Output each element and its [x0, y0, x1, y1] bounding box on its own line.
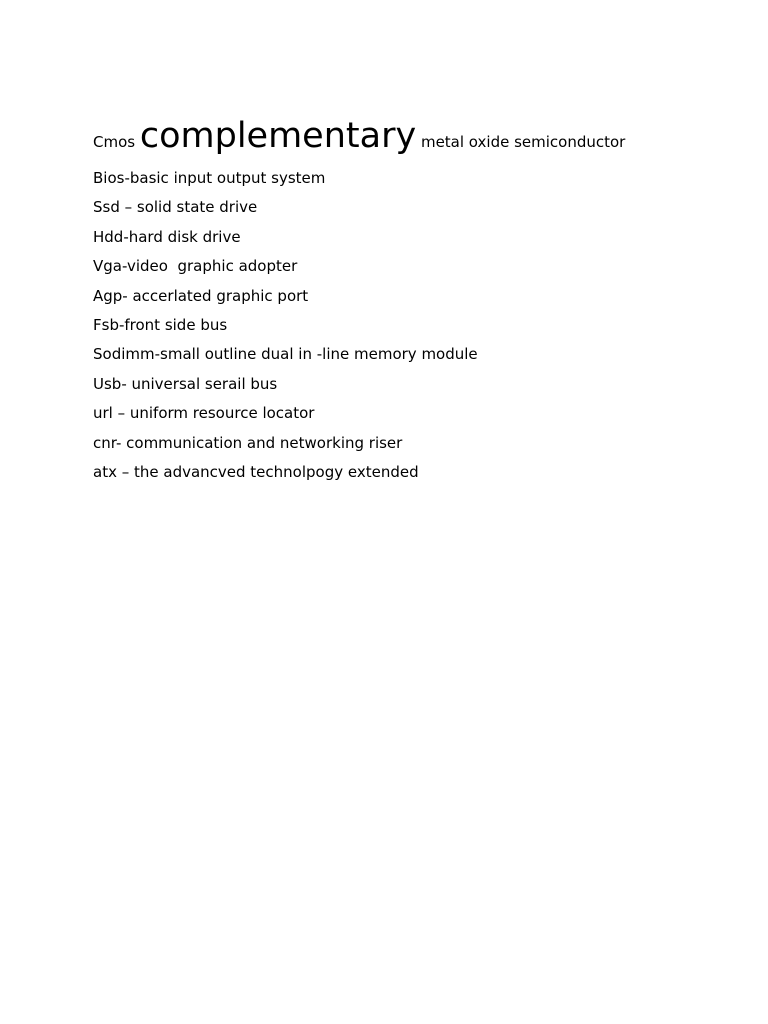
entry-cnr: cnr- communication and networking riser: [93, 433, 403, 452]
entry-ssd: Ssd – solid state drive: [93, 198, 258, 217]
entry-hdd: Hdd-hard disk drive: [93, 227, 241, 246]
entry-vga: Vga-video graphic adopter: [93, 257, 298, 276]
document-body: [93, 112, 733, 482]
entry-fsb: Fsb-front side bus: [93, 315, 228, 334]
entry-usb: Usb- universal serail bus: [93, 374, 278, 393]
cmos-prefix: Cmos: [93, 133, 136, 151]
entry-url: url – uniform resource locator: [93, 404, 315, 423]
cmos-line: [93, 112, 733, 160]
entry-atx: atx – the advancved technolpogy extended: [93, 462, 419, 481]
cmos-emphasis-word: complementary: [139, 116, 417, 156]
entry-agp: Agp- accerlated graphic port: [93, 286, 309, 305]
entry-sodimm: Sodimm-small outline dual in -line memory module: [93, 345, 478, 364]
cmos-suffix: metal oxide semiconductor: [420, 133, 626, 151]
entry-bios: Bios-basic input output system: [93, 169, 326, 187]
